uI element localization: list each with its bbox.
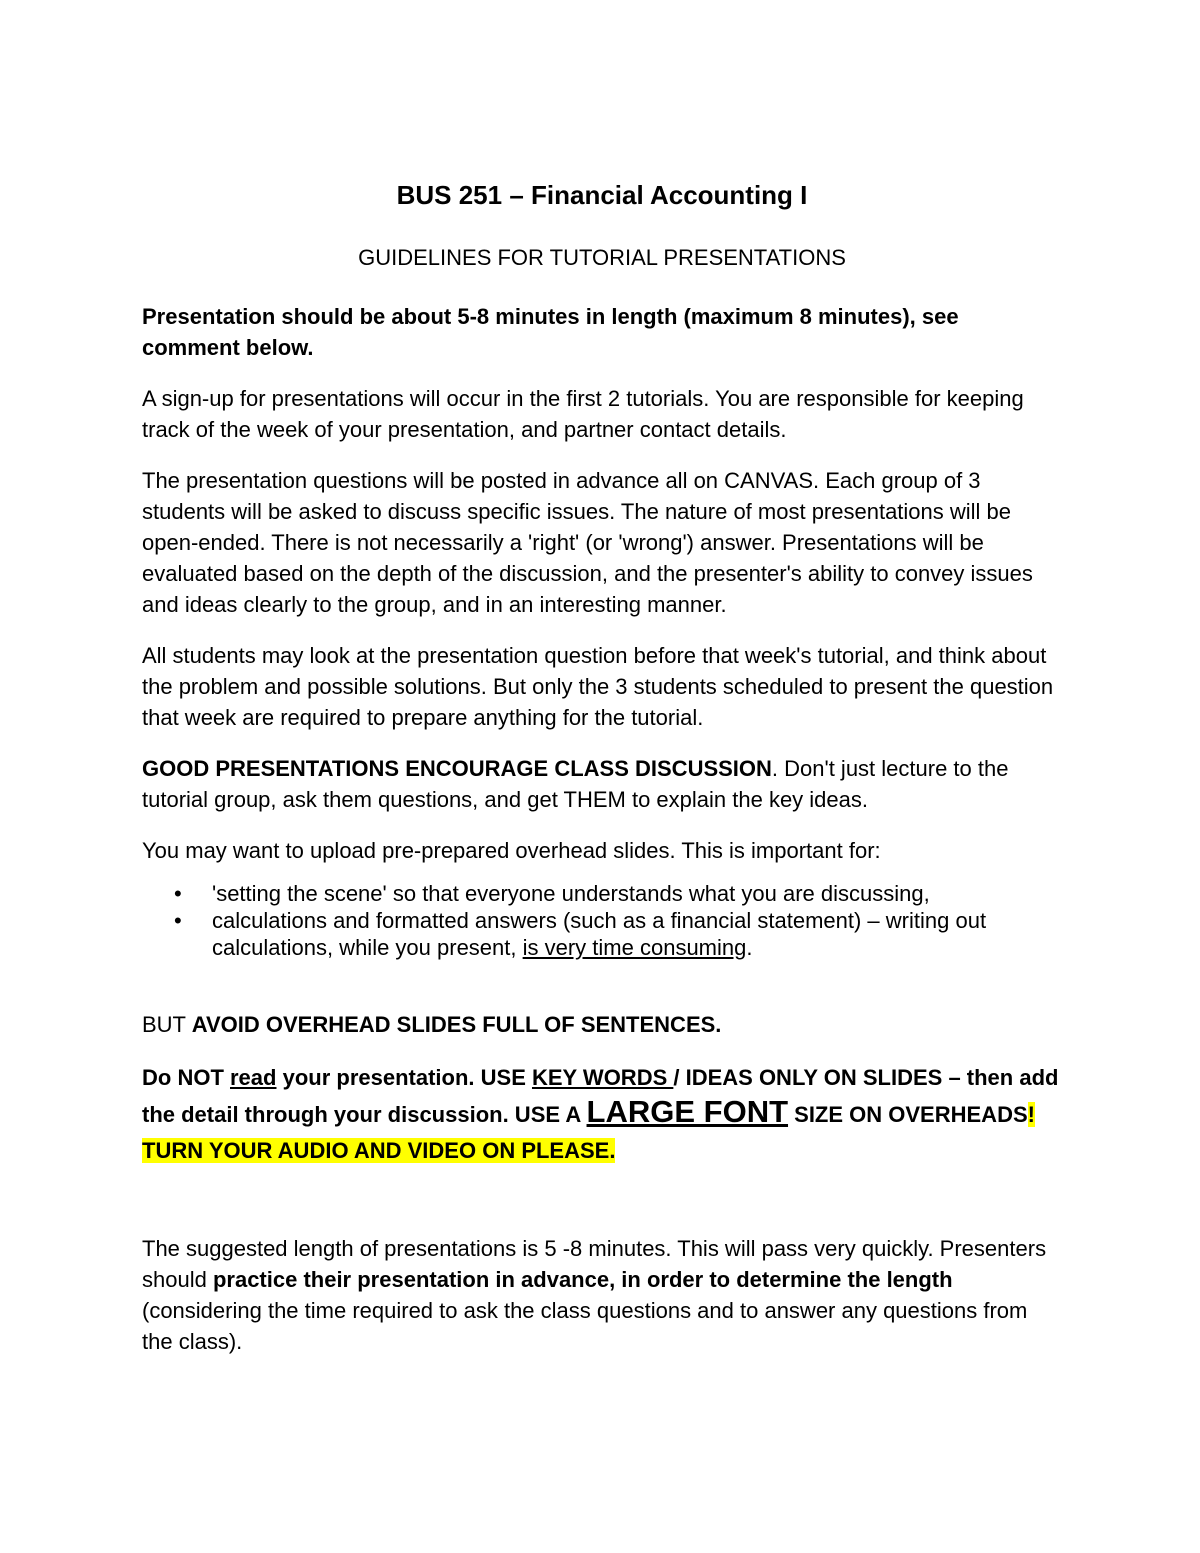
suggested-text: (considering the time required to ask the class questions and to answer any questions from the class). [142, 1298, 1028, 1354]
avoid-paragraph [142, 1009, 1062, 1040]
do-not-read-paragraph [142, 1060, 1062, 1169]
bullet-text: 'setting the scene' so that everyone understands what you are discussing, [212, 881, 930, 906]
document-page [142, 178, 1062, 1377]
document-subtitle: GUIDELINES FOR TUTORIAL PRESENTATIONS [358, 245, 846, 270]
students-paragraph: All students may look at the presentation question before that week's tutorial, and think about the problem and possible solutions. But only the 3 students scheduled to present the question that week are required to prepare anything for the tutorial. [142, 643, 1054, 730]
intro-paragraph: Presentation should be about 5-8 minutes in length (maximum 8 minutes), see comment below. [142, 304, 959, 360]
do-not-text: SIZE ON OVERHEADS [788, 1102, 1028, 1127]
list-item [174, 880, 1062, 907]
avoid-heading: AVOID OVERHEAD SLIDES FULL OF SENTENCES. [191, 1012, 722, 1037]
bullet-underlined-text: is very time consuming [522, 935, 747, 960]
audio-video-highlight: ! TURN YOUR AUDIO AND VIDEO ON PLEASE. [142, 1102, 1035, 1163]
slides-bullet-list [142, 880, 1062, 961]
avoid-prefix: BUT [142, 1012, 192, 1037]
good-presentations-heading: GOOD PRESENTATIONS ENCOURAGE CLASS DISCUSSION [142, 756, 772, 781]
key-words-underlined: KEY WORDS [531, 1065, 674, 1090]
bullet-icon: • [174, 908, 182, 933]
list-item [174, 907, 1062, 961]
questions-paragraph: The presentation questions will be posted in advance all on CANVAS. Each group of 3 students will be asked to discuss specific issues. The nature of most presentations will be open-ended. There is not necessarily a 'right' (or 'wrong') answer. Presentations will be evaluated based on the depth of the discussion, and the presenter's ability to convey issues and ideas clearly to the group, and in an interesting manner. [142, 468, 1033, 617]
large-font-underlined: LARGE FONT [586, 1094, 789, 1129]
do-not-text: your presentation. USE [276, 1065, 532, 1090]
good-presentations-paragraph [142, 753, 1062, 815]
read-underlined: read [230, 1065, 277, 1090]
suggested-length-paragraph [142, 1233, 1062, 1357]
good-presentations-text: . Don't just lecture to the tutorial group, ask them questions, and get THEM to explain the key ideas. [142, 756, 1009, 812]
bullet-text: calculations and formatted answers (such as a financial statement) – writing out calculations, while you present, [212, 908, 987, 960]
slides-paragraph: You may want to upload pre-prepared overhead slides. This is important for: [142, 838, 881, 863]
suggested-text: The suggested length of presentations is 5 -8 minutes. This will pass very quickly. Presenters should [142, 1236, 1047, 1292]
bullet-text-end: . [746, 935, 753, 960]
spacer [142, 1189, 1062, 1233]
bullet-icon: • [174, 881, 182, 906]
document-title: BUS 251 – Financial Accounting I [396, 180, 808, 210]
spacer [142, 981, 1062, 1009]
do-not-text: / IDEAS ONLY ON SLIDES – then add the detail through your discussion. USE A [142, 1065, 1059, 1127]
signup-paragraph: A sign-up for presentations will occur in the first 2 tutorials. You are responsible for keeping track of the week of your presentation, and partner contact details. [142, 386, 1024, 442]
suggested-bold-text: practice their presentation in advance, in order to determine the length [212, 1267, 953, 1292]
do-not-text: Do NOT [142, 1065, 230, 1090]
